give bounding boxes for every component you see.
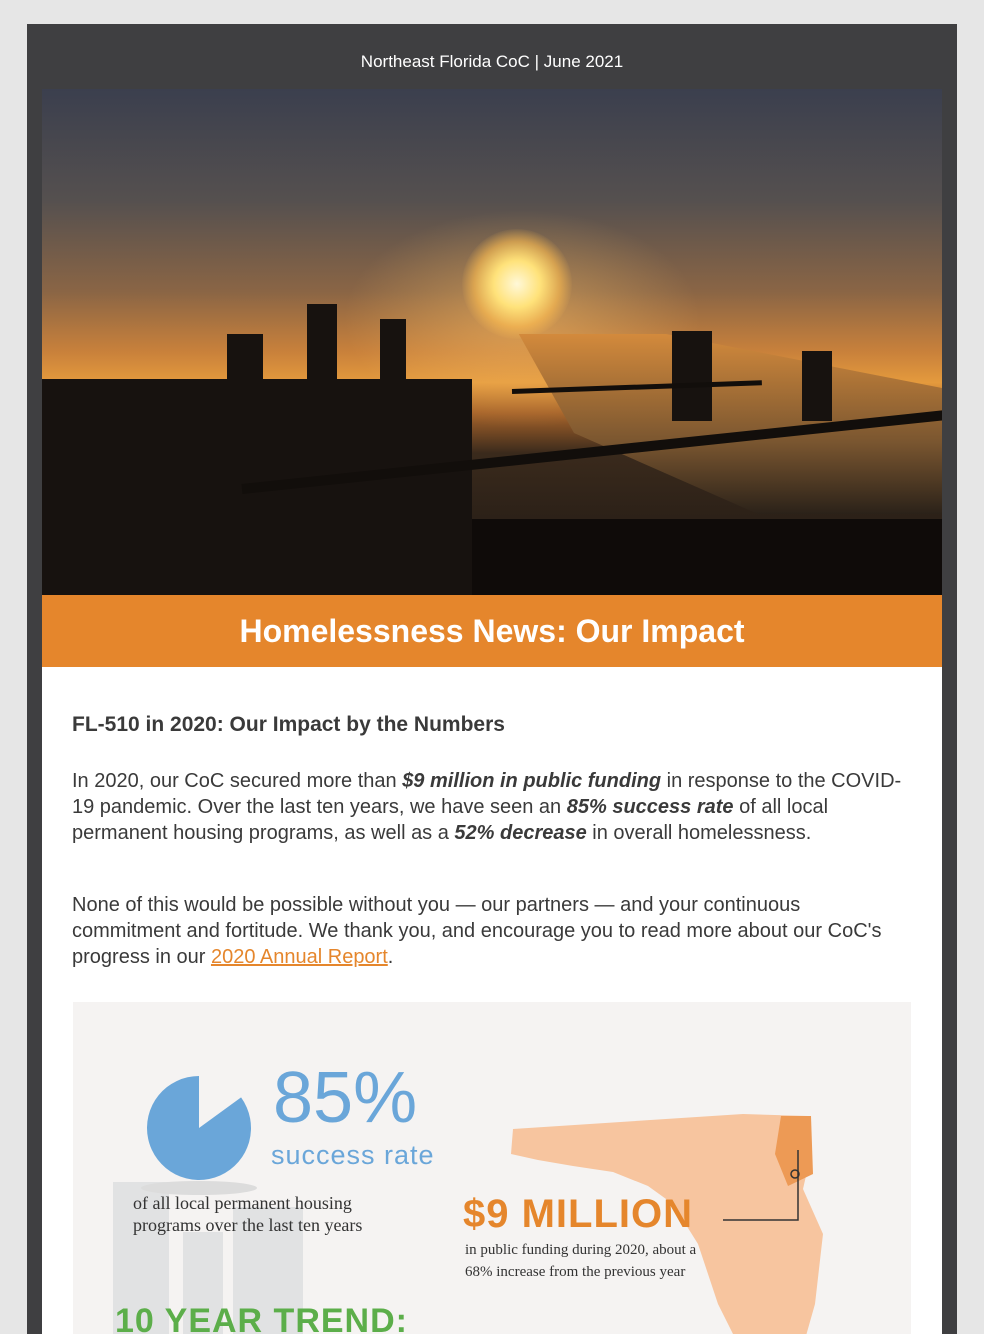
newsletter-header: Northeast Florida CoC | June 2021 (360, 52, 624, 71)
infographic (73, 1002, 911, 1334)
emphasis-funding: $9 million in public funding (402, 770, 662, 792)
hero-image (42, 89, 942, 595)
email-frame (27, 24, 957, 1334)
text: in response to the COVID-19 pandemic. Over the last ten years, we have seen an (72, 770, 902, 818)
map-pointer-line (723, 1142, 823, 1222)
success-percent: 85% (273, 1058, 418, 1138)
success-description: of all local permanent housing programs over the last ten years (133, 1193, 363, 1235)
funding-description: in public funding during 2020, about a 68% increase from the previous year (465, 1242, 697, 1280)
article-paragraph-2 (72, 892, 912, 970)
text: In 2020, our CoC secured more than (72, 770, 403, 792)
text: in overall homelessness. (586, 822, 812, 844)
text: . (387, 946, 394, 968)
success-pie-chart (139, 1076, 259, 1196)
pie-slice (147, 1076, 251, 1180)
article-paragraph-1 (72, 768, 912, 846)
building (672, 331, 712, 421)
annual-report-link[interactable]: 2020 Annual Report (210, 946, 388, 968)
section-banner: Homelessness News: Our Impact (42, 595, 942, 667)
emphasis-success: 85% success rate (566, 796, 734, 818)
emphasis-decrease: 52% decrease (454, 822, 587, 844)
text: of all local permanent housing programs, as well as a (72, 796, 829, 844)
text: None of this would be possible without you — our partners — and your continuous commitment and fortitude. We thank you, and encourage you to read more about our CoC's progress in our (72, 894, 882, 968)
article-heading: FL-510 in 2020: Our Impact by the Numbers (72, 713, 505, 736)
funding-amount: $9 MILLION (463, 1192, 694, 1236)
sun (462, 229, 572, 339)
success-label: success rate (271, 1140, 435, 1170)
foreground (472, 519, 942, 595)
trend-title: 10 YEAR TREND: (115, 1302, 408, 1334)
building (802, 351, 832, 421)
